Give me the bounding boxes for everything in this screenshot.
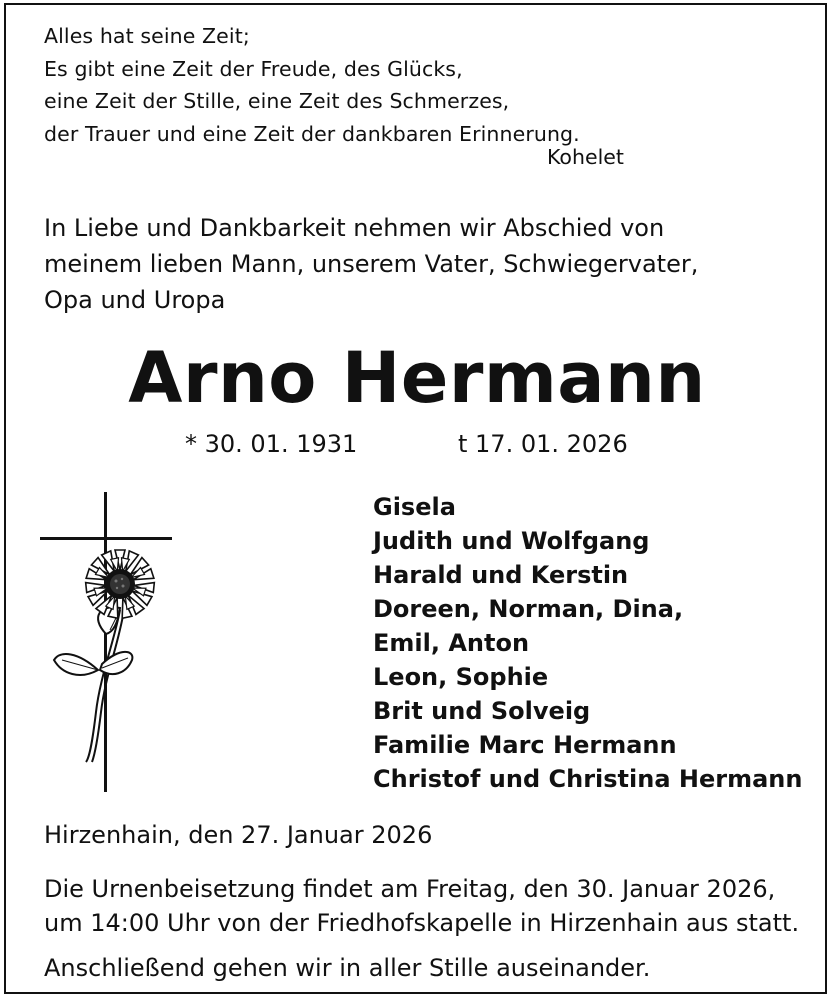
family-member: Christof und Christina Hermann	[373, 765, 803, 793]
family-member: Harald und Kerstin	[373, 561, 629, 589]
cross-with-sunflower-icon	[40, 492, 175, 792]
family-member: Gisela	[373, 493, 456, 521]
family-member: Emil, Anton	[373, 629, 530, 657]
verse-quote	[44, 20, 580, 150]
intro-line: meinem lieben Mann, unserem Vater, Schwiegervater,	[44, 250, 699, 278]
deceased-name: Arno Hermann	[128, 337, 706, 419]
birth-date: * 30. 01. 1931	[185, 430, 358, 458]
funeral-info-line: Die Urnenbeisetzung findet am Freitag, den 30. Januar 2026,	[44, 875, 776, 903]
family-list	[373, 490, 802, 796]
verse-line: der Trauer und eine Zeit der dankbaren Erinnerung.	[44, 121, 580, 146]
verse-line: Es gibt eine Zeit der Freude, des Glücks,	[44, 56, 463, 81]
verse-source: Kohelet	[547, 145, 624, 169]
death-date: t 17. 01. 2026	[458, 430, 628, 458]
family-member: Brit und Solveig	[373, 697, 591, 725]
place-and-date: Hirzenhain, den 27. Januar 2026	[44, 821, 433, 849]
verse-line: eine Zeit der Stille, eine Zeit des Schmerzes,	[44, 89, 510, 113]
closing-note: Anschließend gehen wir in aller Stille auseinander.	[44, 954, 651, 982]
intro-line: Opa und Uropa	[44, 286, 226, 314]
family-member: Leon, Sophie	[373, 663, 549, 691]
intro-text	[44, 210, 698, 318]
family-member: Doreen, Norman, Dina,	[373, 595, 684, 623]
funeral-info-line: um 14:00 Uhr von der Friedhofskapelle in Hirzenhain aus statt.	[44, 909, 800, 937]
verse-line: Alles hat seine Zeit;	[44, 24, 250, 48]
funeral-info	[44, 872, 799, 940]
family-member: Judith und Wolfgang	[373, 527, 650, 555]
intro-line: In Liebe und Dankbarkeit nehmen wir Abschied von	[44, 214, 665, 242]
family-member: Familie Marc Hermann	[373, 731, 677, 759]
